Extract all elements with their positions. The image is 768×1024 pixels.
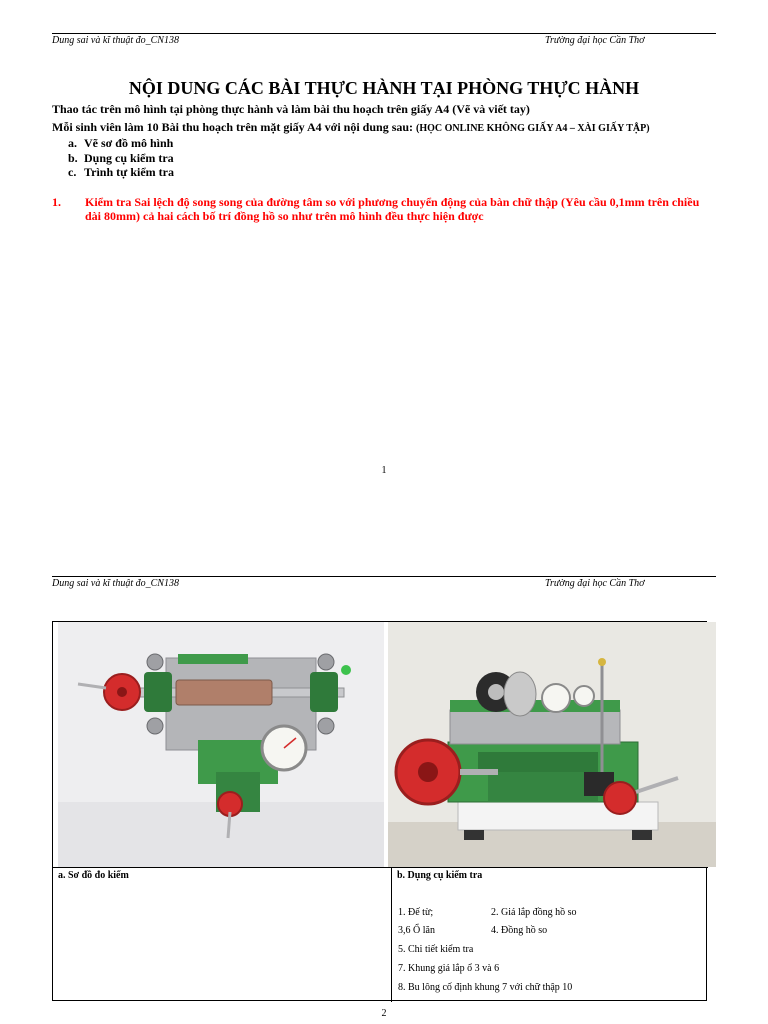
side-view-illustration	[388, 622, 716, 867]
tool-item: 4. Đồng hồ so	[491, 925, 548, 936]
tool-item: 2. Giá lắp đồng hồ so	[491, 907, 577, 918]
header-school: Trường đại học Cần Thơ	[545, 35, 645, 46]
list-item	[68, 151, 174, 166]
list-marker: c.	[68, 165, 77, 179]
list-marker: b.	[68, 151, 78, 165]
top-view-illustration	[58, 622, 384, 867]
table-column-divider	[391, 868, 392, 1002]
header-rule	[52, 33, 716, 34]
page1-header	[52, 35, 716, 49]
list-marker: a.	[68, 136, 77, 150]
cell-b-title: b. Dụng cụ kiểm tra	[397, 870, 483, 881]
instruction-line-2	[52, 120, 650, 135]
list-item	[68, 165, 174, 180]
tool-item: 1. Đế từ;	[398, 907, 434, 918]
instruction-note: (HỌC ONLINE KHÔNG GIẤY A4 – XÀI GIẤY TẬP)	[416, 123, 650, 134]
header-school: Trường đại học Cần Thơ	[545, 578, 645, 589]
tool-item: 7. Khung giá lắp ổ 3 và 6	[398, 963, 500, 974]
list-text: Trình tự kiểm tra	[84, 165, 174, 179]
tool-item: 5. Chi tiết kiểm tra	[398, 944, 474, 955]
page-number-1: 1	[381, 465, 387, 476]
photo-top-view	[58, 622, 384, 867]
tool-item: 8. Bu lông cố định khung 7 với chữ thập 10	[398, 982, 573, 993]
page-title: NỘI DUNG CÁC BÀI THỰC HÀNH TẠI PHÒNG THỰC HÀNH	[128, 78, 640, 98]
cell-a-title: a. Sơ đồ đo kiểm	[58, 870, 129, 881]
tool-item: 3,6 Ổ lăn	[398, 925, 435, 936]
task-text: Kiểm tra Sai lệch độ song song của đường tâm so với phương chuyển động của bàn chữ thập (Yêu cầu 0,1mm trên chiều dài 80mm) cả hai cách bố trí đồng hồ so như trên mô hình đều thực hiện được	[85, 195, 700, 223]
page2-header	[52, 578, 716, 592]
header-course: Dung sai và kĩ thuật đo_CN138	[52, 578, 179, 589]
header-rule-2	[52, 576, 716, 577]
report-table	[52, 621, 707, 1001]
table-row-divider	[53, 867, 708, 868]
task-number: 1.	[52, 195, 61, 209]
instruction-line-1: Thao tác trên mô hình tại phòng thực hành và làm bài thu hoạch trên giấy A4 (Vẽ và viết tay)	[52, 102, 530, 116]
photo-side-view	[388, 622, 716, 867]
list-text: Vẽ sơ đồ mô hình	[84, 136, 174, 150]
list-item	[68, 136, 173, 151]
page-number-2: 2	[381, 1008, 387, 1019]
header-course: Dung sai và kĩ thuật đo_CN138	[52, 35, 179, 46]
list-text: Dụng cụ kiểm tra	[84, 151, 174, 165]
instruction-line-2-text: Mỗi sinh viên làm 10 Bài thu hoạch trên mặt giấy A4 với nội dung sau:	[52, 120, 417, 134]
